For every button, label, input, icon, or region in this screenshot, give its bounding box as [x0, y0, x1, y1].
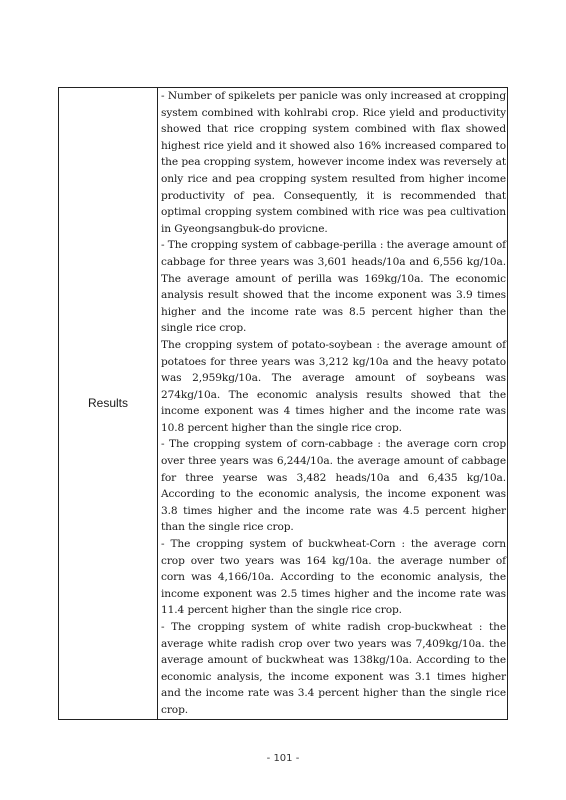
paragraph-corn-cabbage: - The cropping system of corn-cabbage : the average corn crop over three years was 6,244/10a. the average amount of cabbage for three yearse was 3,482 heads/10a and 6,435 kg/10a. According to the economic analysis, the income exponent was 3.8 times higher and the income rate was 4.5 percent higher than the single rice crop. [161, 438, 506, 534]
paragraph-spikelets: - Number of spikelets per panicle was only increased at cropping system combined with kohlrabi crop. Rice yield and productivity showed that rice cropping system combined with flax showed highest rice yield and it showed also 16% increased compared to the pea cropping system, however income index was reversely at only rice and pea cropping system resulted from higher income productivity of pea. Consequently, it is recommended that optimal cropping system combined with rice was pea cultivation in Gyeongsangbuk-do provicne. [161, 90, 506, 235]
paragraph-potato-soybean: The cropping system of potato-soybean : the average amount of potatoes for three years was 3,212 kg/10a and the heavy potato was 2,959kg/10a. The average amount of soybeans was 274kg/10a. The economic analysis results showed that the income exponent was 4 times higher and the income rate was 10.8 percent higher than the single rice crop. [161, 338, 506, 434]
paragraph-radish-buckwheat: - The cropping system of white radish crop-buckwheat : the average white radish crop over two years was 7,409kg/10a. the average amount of buckwheat was 138kg/10a. According to the economic analysis, the income exponent was 3.1 times higher and the income rate was 3.4 percent higher than the single rice crop. [161, 621, 506, 716]
results-content [158, 88, 508, 720]
results-table [58, 87, 508, 720]
results-label: Results [59, 88, 158, 720]
results-row [59, 88, 508, 720]
page-number: - 101 - [266, 753, 300, 764]
paragraph-cabbage-perilla: - The cropping system of cabbage-perilla : the average amount of cabbage for three years was 3,601 heads/10a and 6,556 kg/10a. The average amount of perilla was 169kg/10a. The economic analysis result showed that the income exponent was 3.9 times higher and the income rate was 8.5 percent higher than the single rice crop. [161, 239, 506, 335]
paragraph-buckwheat-corn: - The cropping system of buckwheat-Corn : the average corn crop over two years was 164 kg/10a. the average number of corn was 4,166/10a. According to the economic analysis, the income exponent was 2.5 times higher and the income rate was 11.4 percent higher than the single rice crop. [161, 538, 506, 617]
